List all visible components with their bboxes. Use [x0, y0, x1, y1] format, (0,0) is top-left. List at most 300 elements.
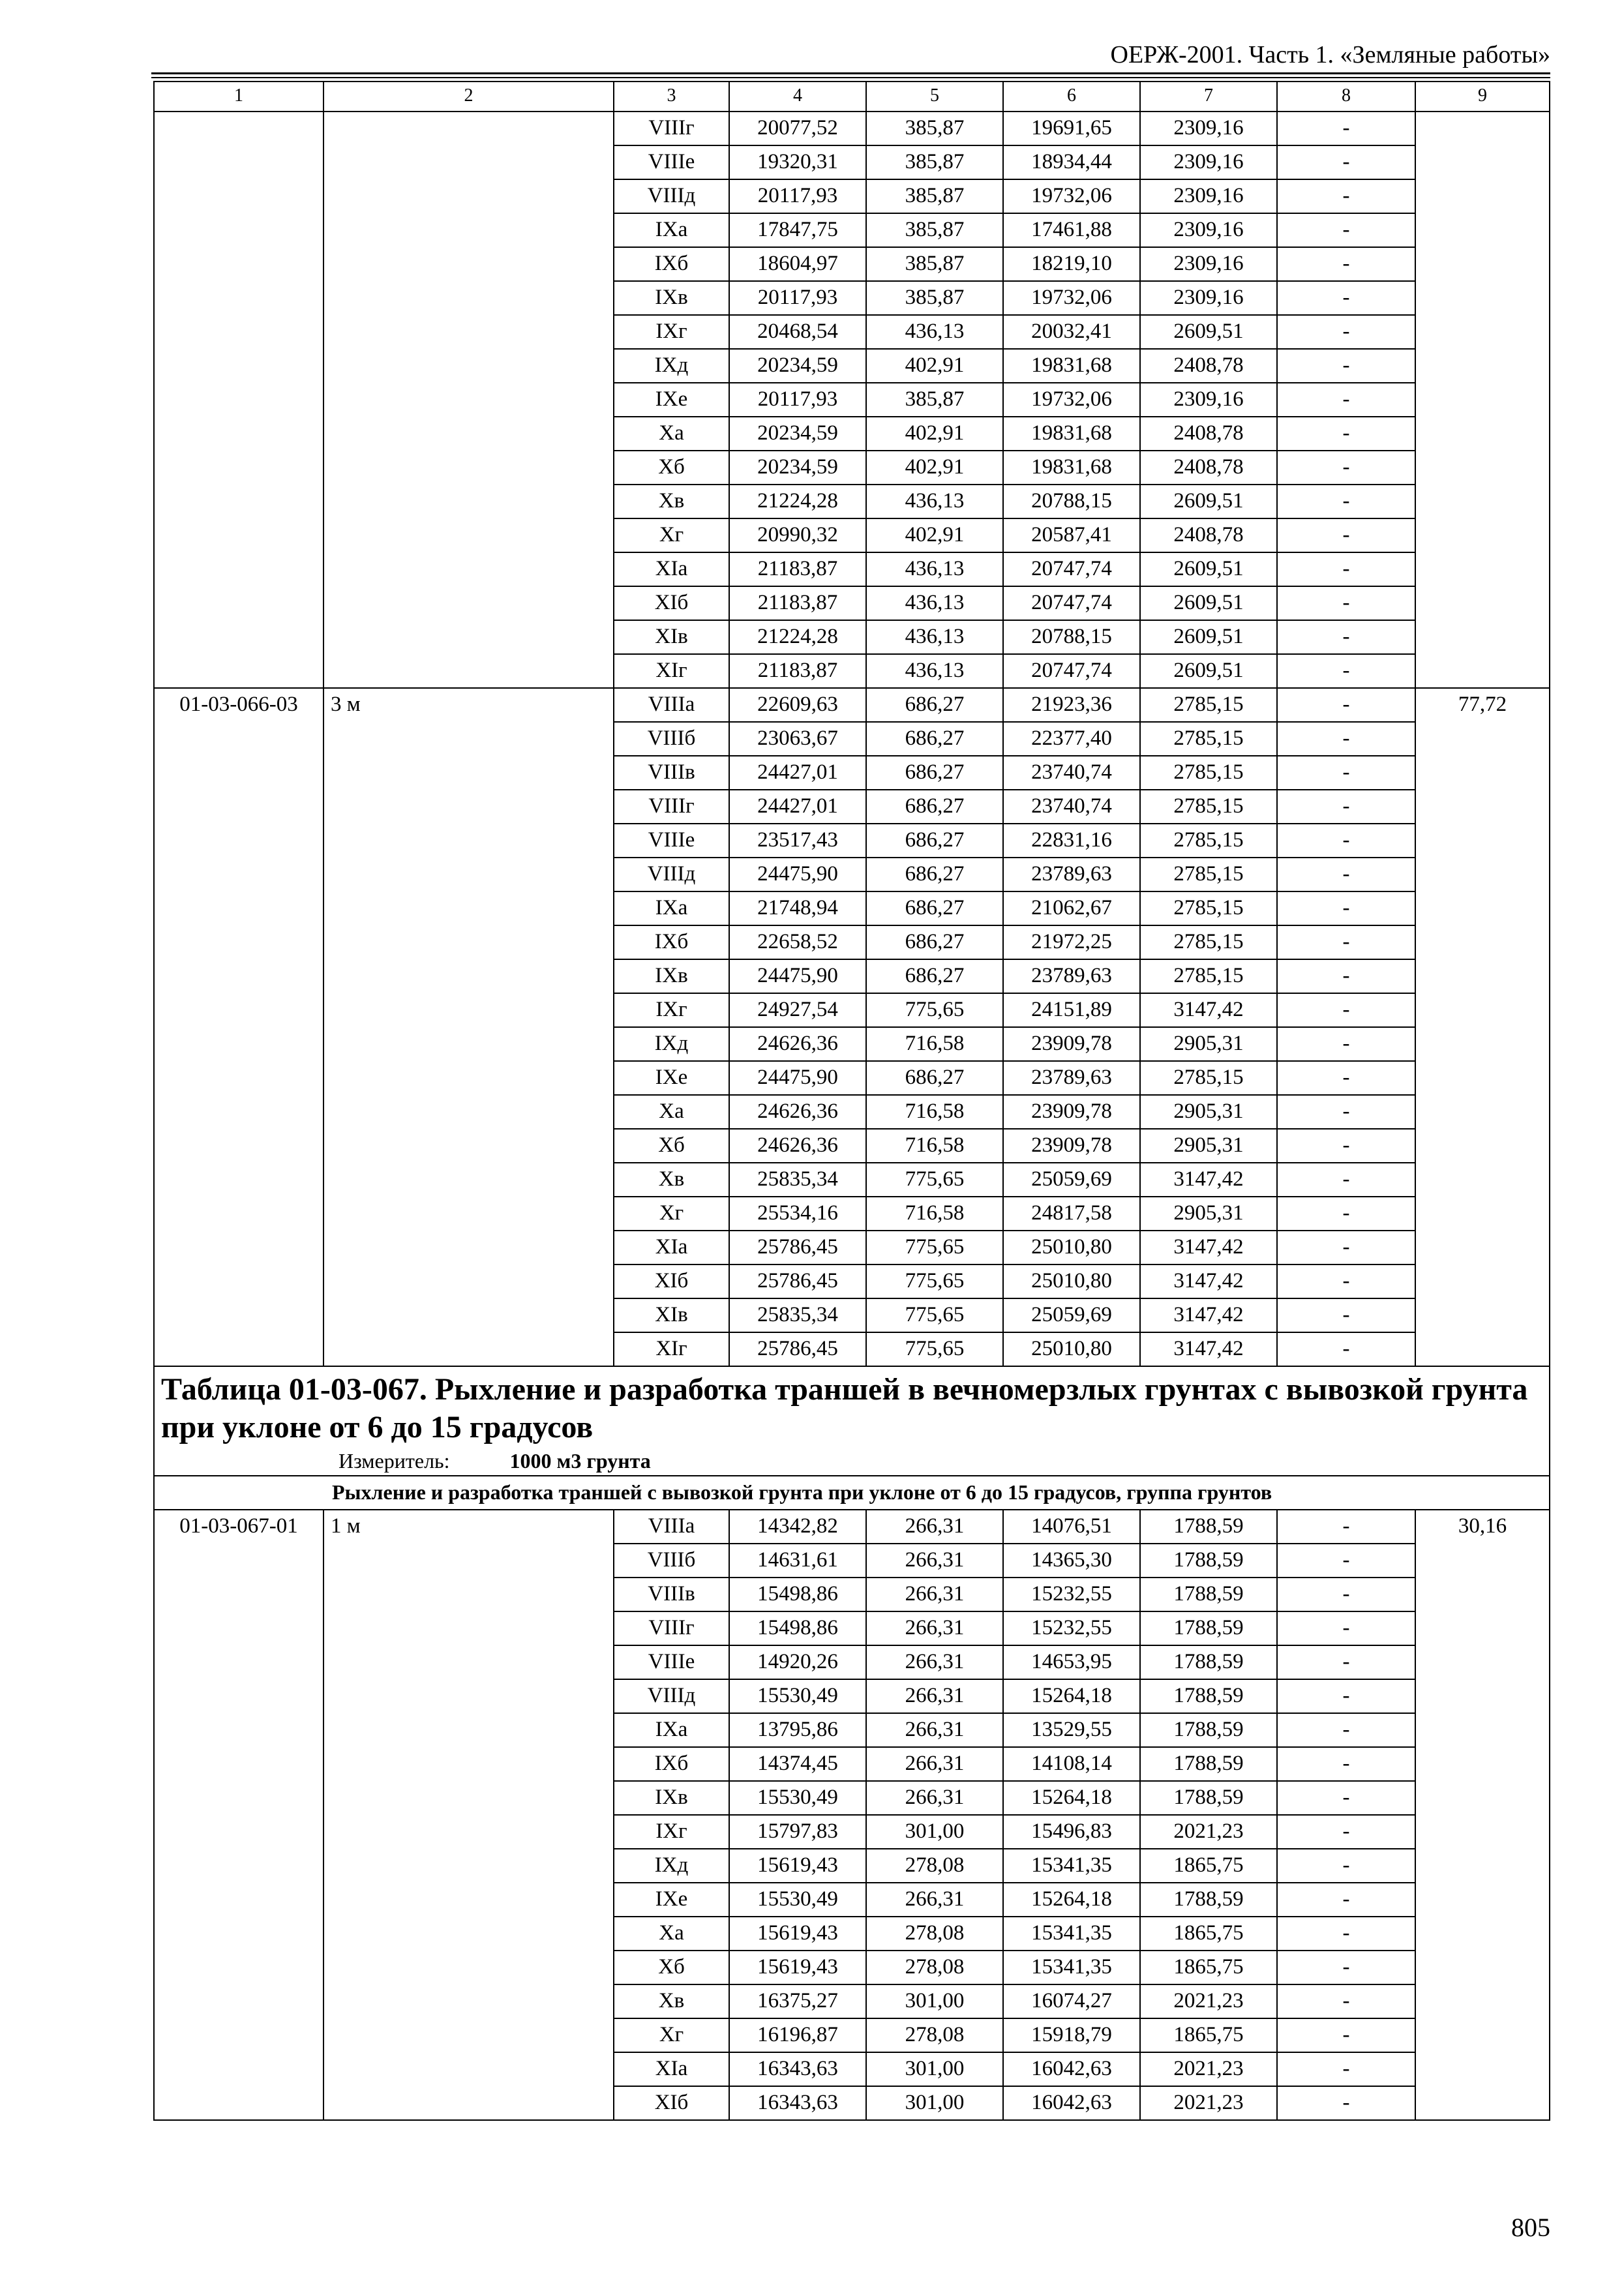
rate-code: 01-03-067-01 — [154, 1510, 323, 2120]
value-cell: 278,08 — [866, 2018, 1003, 2052]
value-cell: 21224,28 — [729, 485, 866, 518]
value-cell: 1865,75 — [1140, 1917, 1277, 1951]
value-cell: 25835,34 — [729, 1163, 866, 1197]
value-cell: 20747,74 — [1003, 586, 1140, 620]
value-cell: 15918,79 — [1003, 2018, 1140, 2052]
value-cell: 19732,06 — [1003, 281, 1140, 315]
value-cell: 25786,45 — [729, 1231, 866, 1264]
soil-group-cell: Xв — [614, 1163, 729, 1197]
value-cell: 2021,23 — [1140, 1815, 1277, 1849]
page-header: ОЕРЖ-2001. Часть 1. «Земляные работы» — [1110, 41, 1550, 68]
value-cell: 23740,74 — [1003, 756, 1140, 790]
value-cell: 16375,27 — [729, 1984, 866, 2018]
value-cell: 19732,06 — [1003, 179, 1140, 213]
value-cell: 775,65 — [866, 1332, 1003, 1366]
value-cell: 25059,69 — [1003, 1163, 1140, 1197]
value-cell: 21183,87 — [729, 586, 866, 620]
value-cell: 686,27 — [866, 1061, 1003, 1095]
soil-group-cell: VIIIг — [614, 790, 729, 824]
value-cell: 23789,63 — [1003, 1061, 1140, 1095]
soil-group-cell: XIб — [614, 1264, 729, 1298]
soil-group-cell: VIIIд — [614, 1679, 729, 1713]
value-cell: 2785,15 — [1140, 722, 1277, 756]
value-cell: - — [1277, 722, 1415, 756]
column-number: 8 — [1277, 82, 1415, 112]
value-cell: 3147,42 — [1140, 1231, 1277, 1264]
value-cell: - — [1277, 891, 1415, 925]
meter-label: Измеритель: — [338, 1449, 450, 1473]
soil-group-cell: VIIIг — [614, 112, 729, 145]
value-cell: 21748,94 — [729, 891, 866, 925]
value-cell: 21972,25 — [1003, 925, 1140, 959]
value-cell: 19320,31 — [729, 145, 866, 179]
value-cell: - — [1277, 112, 1415, 145]
value-cell: 2905,31 — [1140, 1095, 1277, 1129]
value-cell: - — [1277, 281, 1415, 315]
section-title-row — [154, 1366, 1550, 1476]
value-cell: 14374,45 — [729, 1747, 866, 1781]
soil-group-cell: XIг — [614, 1332, 729, 1366]
value-cell: 301,00 — [866, 1815, 1003, 1849]
value-cell: - — [1277, 756, 1415, 790]
soil-group-cell: IXа — [614, 891, 729, 925]
value-cell: 14365,30 — [1003, 1544, 1140, 1578]
soil-group-cell: Xв — [614, 1984, 729, 2018]
value-cell: 385,87 — [866, 145, 1003, 179]
value-cell: 21224,28 — [729, 620, 866, 654]
soil-group-cell: IXв — [614, 959, 729, 993]
meter-line — [161, 1446, 1542, 1475]
value-cell: 15498,86 — [729, 1578, 866, 1611]
value-cell: 24817,58 — [1003, 1197, 1140, 1231]
rate-code: 01-03-066-03 — [154, 688, 323, 1366]
value-cell: - — [1277, 1984, 1415, 2018]
value-cell: - — [1277, 1578, 1415, 1611]
value-cell: 20117,93 — [729, 383, 866, 417]
page-number: 805 — [1511, 2213, 1550, 2242]
value-cell: - — [1277, 1849, 1415, 1883]
value-cell: 2021,23 — [1140, 1984, 1277, 2018]
value-cell: 24626,36 — [729, 1027, 866, 1061]
soil-group-cell: VIIIв — [614, 1578, 729, 1611]
soil-group-cell: VIIIд — [614, 858, 729, 891]
value-cell: 2609,51 — [1140, 654, 1277, 688]
value-cell: 21062,67 — [1003, 891, 1140, 925]
value-cell: 20117,93 — [729, 179, 866, 213]
value-cell: 1788,59 — [1140, 1747, 1277, 1781]
value-cell: 2408,78 — [1140, 417, 1277, 451]
soil-group-cell: IXе — [614, 383, 729, 417]
value-cell: 24427,01 — [729, 790, 866, 824]
soil-group-cell: IXв — [614, 281, 729, 315]
table-body — [154, 82, 1550, 2120]
value-cell: 17461,88 — [1003, 213, 1140, 247]
value-cell: 2309,16 — [1140, 383, 1277, 417]
value-cell: 2408,78 — [1140, 349, 1277, 383]
value-cell: 775,65 — [866, 1298, 1003, 1332]
soil-group-cell: Xа — [614, 417, 729, 451]
header-rule-thin — [151, 77, 1550, 78]
value-cell: 24475,90 — [729, 959, 866, 993]
value-cell: 15619,43 — [729, 1849, 866, 1883]
value-cell: 22377,40 — [1003, 722, 1140, 756]
col9-cell — [1415, 112, 1550, 688]
value-cell: 686,27 — [866, 891, 1003, 925]
soil-group-cell: IXа — [614, 1713, 729, 1747]
value-cell: 266,31 — [866, 1578, 1003, 1611]
soil-group-cell: IXб — [614, 247, 729, 281]
value-cell: - — [1277, 451, 1415, 485]
value-cell: - — [1277, 1679, 1415, 1713]
value-cell: 25835,34 — [729, 1298, 866, 1332]
value-cell: 686,27 — [866, 925, 1003, 959]
value-cell: 20117,93 — [729, 281, 866, 315]
value-cell: - — [1277, 1163, 1415, 1197]
soil-group-cell: VIIIа — [614, 688, 729, 722]
value-cell: - — [1277, 1815, 1415, 1849]
column-number: 2 — [323, 82, 614, 112]
value-cell: 24626,36 — [729, 1095, 866, 1129]
value-cell: 2785,15 — [1140, 891, 1277, 925]
soil-group-cell: VIIIд — [614, 179, 729, 213]
value-cell: 18219,10 — [1003, 247, 1140, 281]
value-cell: - — [1277, 179, 1415, 213]
value-cell: 2309,16 — [1140, 247, 1277, 281]
value-cell: 15232,55 — [1003, 1578, 1140, 1611]
soil-group-cell: VIIIг — [614, 1611, 729, 1645]
col9-cell: 77,72 — [1415, 688, 1550, 1366]
value-cell: - — [1277, 1298, 1415, 1332]
section-subtitle-row — [154, 1476, 1550, 1510]
soil-group-cell: Xб — [614, 451, 729, 485]
value-cell: 15498,86 — [729, 1611, 866, 1645]
value-cell: 14653,95 — [1003, 1645, 1140, 1679]
value-cell: 22658,52 — [729, 925, 866, 959]
value-cell: 686,27 — [866, 722, 1003, 756]
value-cell: 15264,18 — [1003, 1781, 1140, 1815]
value-cell: 1788,59 — [1140, 1883, 1277, 1917]
value-cell: 266,31 — [866, 1645, 1003, 1679]
value-cell: 2785,15 — [1140, 959, 1277, 993]
value-cell: 2785,15 — [1140, 824, 1277, 858]
soil-group-cell: VIIIб — [614, 722, 729, 756]
value-cell: - — [1277, 620, 1415, 654]
value-cell: 2785,15 — [1140, 756, 1277, 790]
value-cell: - — [1277, 1781, 1415, 1815]
meter-value: 1000 м3 грунта — [509, 1449, 651, 1473]
value-cell: 20234,59 — [729, 349, 866, 383]
value-cell: 1788,59 — [1140, 1611, 1277, 1645]
value-cell: 24427,01 — [729, 756, 866, 790]
soil-group-cell: XIа — [614, 552, 729, 586]
value-cell: 301,00 — [866, 2052, 1003, 2086]
value-cell: 23789,63 — [1003, 959, 1140, 993]
value-cell: 18934,44 — [1003, 145, 1140, 179]
value-cell: 14342,82 — [729, 1510, 866, 1544]
value-cell: 2408,78 — [1140, 518, 1277, 552]
value-cell: 15619,43 — [729, 1951, 866, 1984]
value-cell: 2905,31 — [1140, 1197, 1277, 1231]
value-cell: 686,27 — [866, 688, 1003, 722]
value-cell: 25010,80 — [1003, 1231, 1140, 1264]
value-cell: 385,87 — [866, 281, 1003, 315]
value-cell: 436,13 — [866, 315, 1003, 349]
value-cell: 13529,55 — [1003, 1713, 1140, 1747]
value-cell: 775,65 — [866, 1264, 1003, 1298]
value-cell: 1788,59 — [1140, 1645, 1277, 1679]
value-cell: 2309,16 — [1140, 281, 1277, 315]
soil-group-cell: IXд — [614, 1849, 729, 1883]
soil-group-cell: IXв — [614, 1781, 729, 1815]
soil-group-cell: Xб — [614, 1129, 729, 1163]
value-cell: 2905,31 — [1140, 1027, 1277, 1061]
value-cell: 19831,68 — [1003, 417, 1140, 451]
value-cell: - — [1277, 145, 1415, 179]
value-cell: 301,00 — [866, 2086, 1003, 2120]
section-subtitle: Рыхление и разработка траншей с вывозкой грунта при уклоне от 6 до 15 градусов, группа грунтов — [154, 1476, 1550, 1510]
value-cell: 266,31 — [866, 1510, 1003, 1544]
value-cell: 16343,63 — [729, 2086, 866, 2120]
value-cell: 14920,26 — [729, 1645, 866, 1679]
value-cell: 266,31 — [866, 1781, 1003, 1815]
soil-group-cell: XIб — [614, 586, 729, 620]
value-cell: 266,31 — [866, 1883, 1003, 1917]
value-cell: 19831,68 — [1003, 451, 1140, 485]
value-cell: - — [1277, 1747, 1415, 1781]
soil-group-cell: VIIIв — [614, 756, 729, 790]
value-cell: 3147,42 — [1140, 993, 1277, 1027]
value-cell: 266,31 — [866, 1611, 1003, 1645]
value-cell: 2785,15 — [1140, 688, 1277, 722]
value-cell: 1788,59 — [1140, 1544, 1277, 1578]
soil-group-cell: IXг — [614, 315, 729, 349]
soil-group-cell: VIIIе — [614, 145, 729, 179]
rate-code — [154, 112, 323, 688]
soil-group-cell: IXе — [614, 1883, 729, 1917]
value-cell: 2309,16 — [1140, 145, 1277, 179]
soil-group-cell: VIIIе — [614, 824, 729, 858]
value-cell: 24475,90 — [729, 858, 866, 891]
value-cell: 2309,16 — [1140, 112, 1277, 145]
value-cell: 15341,35 — [1003, 1917, 1140, 1951]
value-cell: 25010,80 — [1003, 1332, 1140, 1366]
soil-group-cell: IXа — [614, 213, 729, 247]
value-cell: 385,87 — [866, 213, 1003, 247]
value-cell: 14631,61 — [729, 1544, 866, 1578]
value-cell: 775,65 — [866, 1231, 1003, 1264]
value-cell: 686,27 — [866, 756, 1003, 790]
value-cell: - — [1277, 1917, 1415, 1951]
value-cell: 266,31 — [866, 1713, 1003, 1747]
soil-group-cell: IXг — [614, 1815, 729, 1849]
value-cell: 16343,63 — [729, 2052, 866, 2086]
value-cell: - — [1277, 1129, 1415, 1163]
value-cell: - — [1277, 1197, 1415, 1231]
value-cell: 23063,67 — [729, 722, 866, 756]
value-cell: 3147,42 — [1140, 1264, 1277, 1298]
value-cell: - — [1277, 1951, 1415, 1984]
value-cell: 2309,16 — [1140, 179, 1277, 213]
value-cell: 402,91 — [866, 417, 1003, 451]
value-cell: 1788,59 — [1140, 1713, 1277, 1747]
value-cell: 15530,49 — [729, 1883, 866, 1917]
value-cell: 402,91 — [866, 349, 1003, 383]
value-cell: 2609,51 — [1140, 315, 1277, 349]
value-cell: 2408,78 — [1140, 451, 1277, 485]
value-cell: 2609,51 — [1140, 620, 1277, 654]
value-cell: 15232,55 — [1003, 1611, 1140, 1645]
value-cell: - — [1277, 688, 1415, 722]
value-cell: - — [1277, 247, 1415, 281]
value-cell: - — [1277, 586, 1415, 620]
value-cell: 21183,87 — [729, 654, 866, 688]
value-cell: 2609,51 — [1140, 485, 1277, 518]
value-cell: - — [1277, 213, 1415, 247]
value-cell: 266,31 — [866, 1544, 1003, 1578]
soil-group-cell: XIа — [614, 2052, 729, 2086]
value-cell: - — [1277, 518, 1415, 552]
value-cell: 2785,15 — [1140, 790, 1277, 824]
value-cell: - — [1277, 1645, 1415, 1679]
value-cell: 15797,83 — [729, 1815, 866, 1849]
section-title: Таблица 01-03-067. Рыхление и разработка траншей в вечномерзлых грунтах с вывозкой грунта при уклоне от 6 до 15 градусов — [161, 1372, 1528, 1444]
value-cell: 25786,45 — [729, 1264, 866, 1298]
value-cell: - — [1277, 1027, 1415, 1061]
soil-group-cell: IXд — [614, 1027, 729, 1061]
value-cell: 716,58 — [866, 1129, 1003, 1163]
value-cell: 16042,63 — [1003, 2086, 1140, 2120]
value-cell: 25059,69 — [1003, 1298, 1140, 1332]
value-cell: 436,13 — [866, 586, 1003, 620]
soil-group-cell: Xг — [614, 518, 729, 552]
soil-group-cell: Xа — [614, 1095, 729, 1129]
soil-group-cell: VIIIа — [614, 1510, 729, 1544]
value-cell: 25534,16 — [729, 1197, 866, 1231]
value-cell: 23740,74 — [1003, 790, 1140, 824]
value-cell: 3147,42 — [1140, 1298, 1277, 1332]
value-cell: 15264,18 — [1003, 1679, 1140, 1713]
value-cell: 16196,87 — [729, 2018, 866, 2052]
value-cell: 16074,27 — [1003, 1984, 1140, 2018]
value-cell: 20990,32 — [729, 518, 866, 552]
value-cell: 20788,15 — [1003, 485, 1140, 518]
value-cell: 1865,75 — [1140, 2018, 1277, 2052]
value-cell: - — [1277, 790, 1415, 824]
header-rule — [151, 72, 1550, 74]
value-cell: 1788,59 — [1140, 1679, 1277, 1713]
soil-group-cell: IXб — [614, 925, 729, 959]
soil-group-cell: Xб — [614, 1951, 729, 1984]
value-cell: 2609,51 — [1140, 552, 1277, 586]
value-cell: - — [1277, 2052, 1415, 2086]
value-cell: 15530,49 — [729, 1781, 866, 1815]
soil-group-cell: XIв — [614, 1298, 729, 1332]
value-cell: 686,27 — [866, 959, 1003, 993]
value-cell: 22609,63 — [729, 688, 866, 722]
table-row — [154, 688, 1550, 722]
value-cell: 20032,41 — [1003, 315, 1140, 349]
value-cell: 301,00 — [866, 1984, 1003, 2018]
value-cell: - — [1277, 654, 1415, 688]
value-cell: - — [1277, 993, 1415, 1027]
value-cell: 23789,63 — [1003, 858, 1140, 891]
soil-group-cell: IXе — [614, 1061, 729, 1095]
value-cell: 436,13 — [866, 552, 1003, 586]
column-number: 1 — [154, 82, 323, 112]
value-cell: - — [1277, 349, 1415, 383]
value-cell: 436,13 — [866, 485, 1003, 518]
column-number: 7 — [1140, 82, 1277, 112]
value-cell: 19831,68 — [1003, 349, 1140, 383]
value-cell: 2785,15 — [1140, 925, 1277, 959]
value-cell: 385,87 — [866, 112, 1003, 145]
value-cell: 436,13 — [866, 620, 1003, 654]
value-cell: 775,65 — [866, 1163, 1003, 1197]
value-cell: 15496,83 — [1003, 1815, 1140, 1849]
column-number-row — [154, 82, 1550, 112]
value-cell: - — [1277, 485, 1415, 518]
value-cell: 15619,43 — [729, 1917, 866, 1951]
value-cell: 2309,16 — [1140, 213, 1277, 247]
value-cell: - — [1277, 1264, 1415, 1298]
value-cell: - — [1277, 417, 1415, 451]
soil-group-cell: Xа — [614, 1917, 729, 1951]
rate-name: 3 м — [323, 688, 614, 1366]
table-row — [154, 1510, 1550, 1544]
column-number: 4 — [729, 82, 866, 112]
value-cell: 20747,74 — [1003, 552, 1140, 586]
value-cell: - — [1277, 1231, 1415, 1264]
value-cell: 686,27 — [866, 790, 1003, 824]
column-number: 5 — [866, 82, 1003, 112]
soil-group-cell: Xг — [614, 2018, 729, 2052]
value-cell: 20747,74 — [1003, 654, 1140, 688]
soil-group-cell: Xг — [614, 1197, 729, 1231]
value-cell: 20468,54 — [729, 315, 866, 349]
value-cell: - — [1277, 1544, 1415, 1578]
value-cell: 1788,59 — [1140, 1578, 1277, 1611]
value-cell: 278,08 — [866, 1849, 1003, 1883]
soil-group-cell: Xв — [614, 485, 729, 518]
value-cell: 3147,42 — [1140, 1163, 1277, 1197]
value-cell: 23517,43 — [729, 824, 866, 858]
value-cell: 278,08 — [866, 1917, 1003, 1951]
value-cell: 24927,54 — [729, 993, 866, 1027]
value-cell: 402,91 — [866, 518, 1003, 552]
value-cell: 266,31 — [866, 1679, 1003, 1713]
value-cell: - — [1277, 315, 1415, 349]
value-cell: 716,58 — [866, 1197, 1003, 1231]
value-cell: 1865,75 — [1140, 1849, 1277, 1883]
value-cell: 24626,36 — [729, 1129, 866, 1163]
value-cell: 20587,41 — [1003, 518, 1140, 552]
value-cell: 14076,51 — [1003, 1510, 1140, 1544]
value-cell: 24475,90 — [729, 1061, 866, 1095]
soil-group-cell: XIб — [614, 2086, 729, 2120]
value-cell: 20788,15 — [1003, 620, 1140, 654]
value-cell: 13795,86 — [729, 1713, 866, 1747]
section-title-cell — [154, 1366, 1550, 1476]
value-cell: 24151,89 — [1003, 993, 1140, 1027]
soil-group-cell: IXд — [614, 349, 729, 383]
soil-group-cell: IXб — [614, 1747, 729, 1781]
value-cell: - — [1277, 1713, 1415, 1747]
soil-group-cell: XIг — [614, 654, 729, 688]
value-cell: 2785,15 — [1140, 858, 1277, 891]
soil-group-cell: XIв — [614, 620, 729, 654]
value-cell: - — [1277, 552, 1415, 586]
value-cell: 385,87 — [866, 179, 1003, 213]
